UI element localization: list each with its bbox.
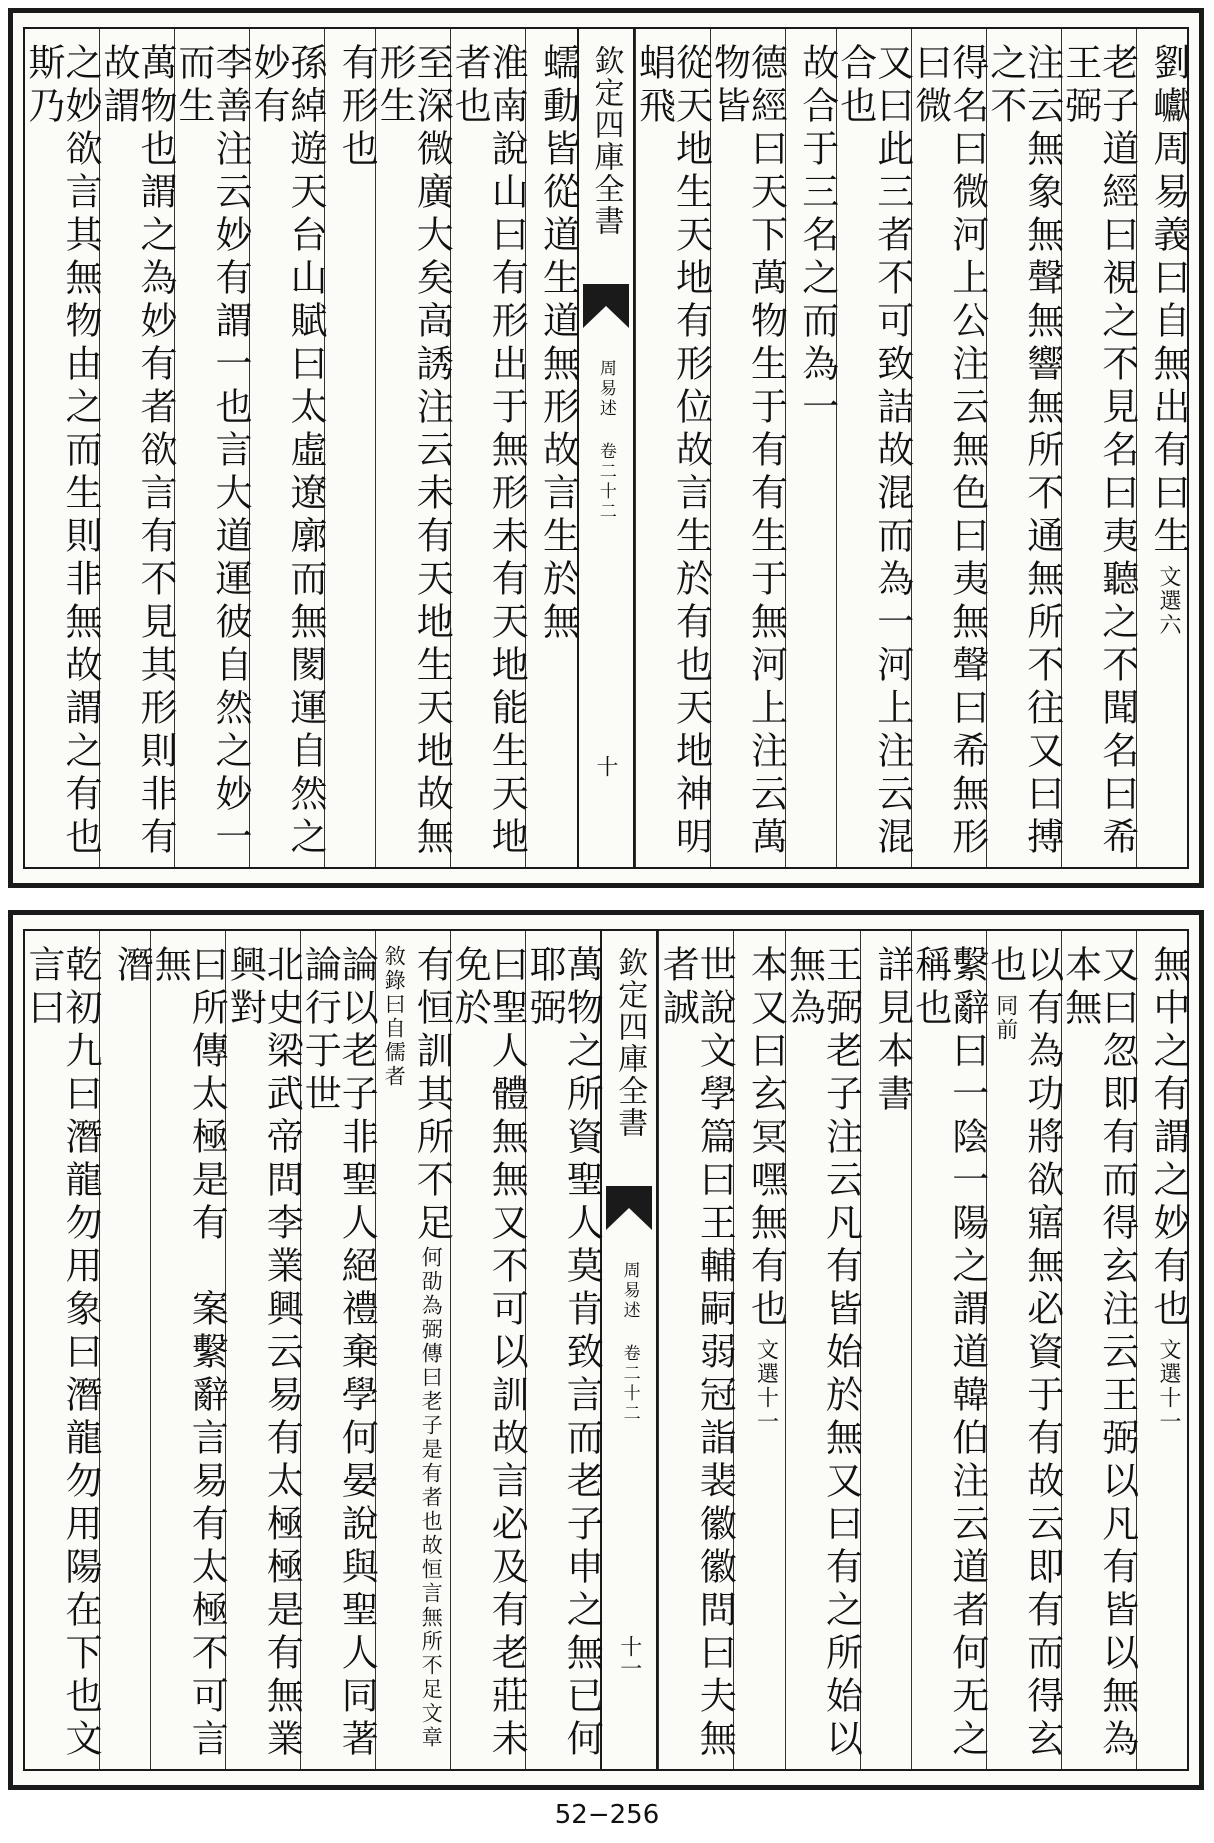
lower-columns xyxy=(22,931,1190,1769)
upper-page xyxy=(8,8,1204,888)
text-column: 曰所傳太極是有 案繫辭言易有太極不可言無 xyxy=(150,931,225,1769)
text-column: 老子道經曰視之不見名曰夷聽之不聞名曰希王弼 xyxy=(1061,29,1136,867)
book-title: 欽定四庫全書 xyxy=(588,45,624,237)
text-column: 又曰此三者不可致詰故混而為一河上注云混合也 xyxy=(836,29,911,867)
leaf-number: 十一 xyxy=(616,1635,642,1679)
page-number: 52−256 xyxy=(554,1800,660,1830)
text-column: 從天地生天地有形位故言生於有也天地神明蜎飛 xyxy=(635,29,710,867)
center-margin xyxy=(577,29,635,867)
book-title: 欽定四庫全書 xyxy=(612,947,648,1139)
text-column: 李善注云妙有謂一也言大道運彼自然之妙一而生 xyxy=(174,29,249,867)
section-label: 周易述 卷二十二 xyxy=(619,1261,640,1424)
text-column: 之妙欲言其無物由之而生則非無故謂之有也斯乃 xyxy=(22,43,102,860)
text-column: 繫辭曰一陰一陽之謂道韓伯注云道者何无之稱也 xyxy=(911,931,986,1769)
text-column: 本又曰玄冥嘿無有也文選十一 xyxy=(733,931,784,1769)
text-column: 注云無象無聲無響無所不通無所不往又曰搏之不 xyxy=(986,29,1061,867)
text-column: 萬物也謂之為妙有者欲言有不見其形則非有故謂 xyxy=(99,29,174,867)
upper-page-frame xyxy=(23,27,1189,869)
text-column: 劉巘周易義曰自無出有曰生文選六 xyxy=(1136,29,1187,867)
text-column: 有恒訓其所不足何劭為弼傳曰老子是有者也故恒言無所不足文章敘錄曰自儒者 xyxy=(375,931,450,1769)
text-column: 以有為功將欲寤無必資于有故云即有而得玄也同前 xyxy=(986,931,1061,1769)
text-column: 王弼老子注云凡有皆始於無又曰有之所始以無為 xyxy=(785,931,860,1769)
text-column: 北史梁武帝問李業興云易有太極極是有無業興對 xyxy=(225,931,300,1769)
text-column: 又曰忽即有而得玄注云王弼以凡有皆以無為本無 xyxy=(1061,931,1136,1769)
lower-page-frame xyxy=(23,929,1189,1771)
text-column: 淮南說山曰有形出于無形未有天地能生天地者也 xyxy=(450,29,525,867)
text-column: 德經曰天下萬物生于有有生于無河上注云萬物皆 xyxy=(710,29,785,867)
text-column: 世說文學篇曰王輔嗣弱冠詣裴徽徽問曰夫無者誠 xyxy=(658,931,733,1769)
text-column: 萬物之所資聖人莫肯致言而老子申之無已何耶弼 xyxy=(525,931,600,1769)
lower-page xyxy=(8,910,1204,1790)
text-column: 至深微廣大矣高誘注云未有天地生天地故無形生 xyxy=(375,29,450,867)
text-column: 乾初九曰潛龍勿用象曰潛龍勿用陽在下也文言曰 xyxy=(22,945,102,1762)
text-column: 無中之有謂之妙有也文選十一 xyxy=(1136,931,1187,1769)
section-heading-column: 潛 xyxy=(99,931,150,1769)
section-label: 周易述 卷二十二 xyxy=(595,359,616,522)
text-column: 故合于三名之而為一 xyxy=(785,29,836,867)
fish-tail-mark-icon xyxy=(606,1186,652,1230)
center-margin xyxy=(600,931,658,1769)
text-column: 孫綽遊天台山賦曰太虛遼廓而無閡運自然之妙有 xyxy=(249,29,324,867)
text-column: 蠕動皆從道生道無形故言生於無 xyxy=(525,29,576,867)
text-column: 曰聖人體無無又不可以訓故言必及有老莊未免於 xyxy=(450,931,525,1769)
text-column: 有形也 xyxy=(324,29,375,867)
leaf-number: 十 xyxy=(593,755,618,777)
annotation-column: 論以老子非聖人絕禮棄學何晏說與聖人同著論行于世 xyxy=(300,931,375,1769)
annotation-column: 詳見本書 xyxy=(860,931,911,1769)
upper-columns xyxy=(22,29,1190,867)
text-column: 得名曰微河上公注云無色曰夷無聲曰希無形曰微 xyxy=(911,29,986,867)
fish-tail-mark-icon xyxy=(583,284,629,328)
